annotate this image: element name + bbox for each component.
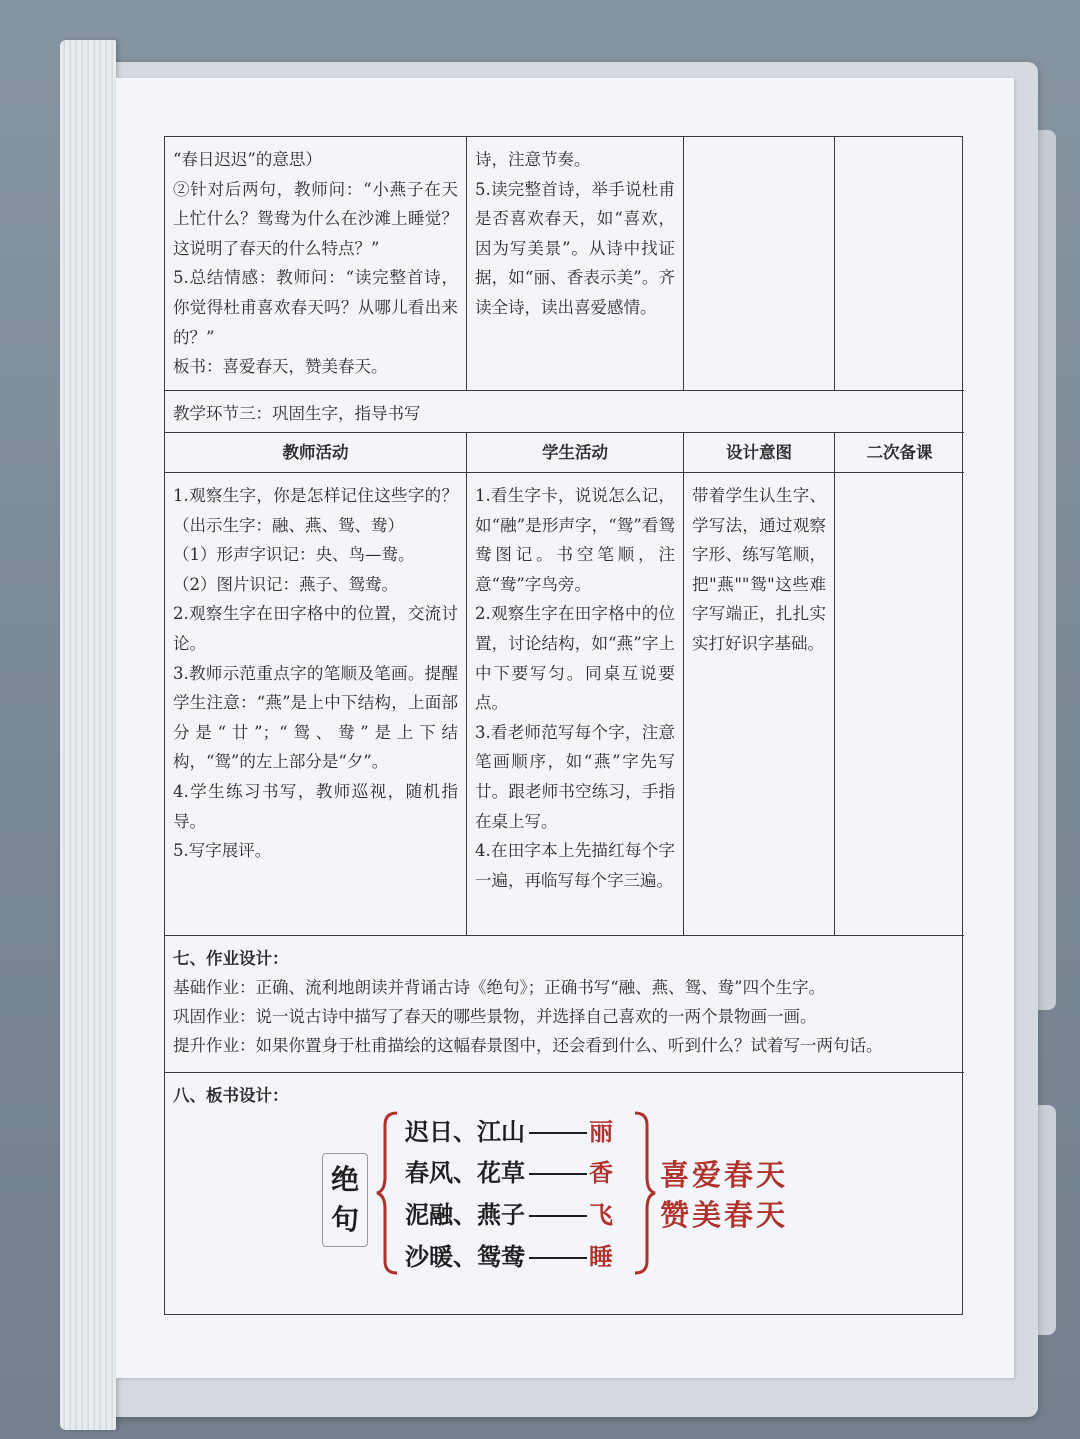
- section3-teacher-item-5: 3.教师示范重点字的笔顺及笔画。提醒学生注意：“燕”是上中下结构，上面部分是“廿”；“鸳、鸯”是上下结构，“鸳”的左上部分是“夕”。: [173, 663, 458, 772]
- dash-1: [529, 1132, 587, 1134]
- board-title: 八、板书设计：: [173, 1086, 289, 1105]
- top-teacher-list: [173, 145, 458, 382]
- header-student: 学生活动: [467, 433, 684, 473]
- board-line-4-key: 睡: [589, 1243, 613, 1272]
- board-line-2-key: 香: [589, 1159, 613, 1188]
- section3-design-item-1: 带着学生认生字、学写法，通过观察字形、练写笔顺，把"燕""鸳"这些难字写端正，扎扎实实打好识字基础。: [692, 486, 826, 653]
- top-student-list: [475, 145, 675, 323]
- top-teacher-item-4: 板书：喜爱春天，赞美春天。: [173, 357, 388, 377]
- section3-title-cell: [165, 391, 964, 433]
- poem-title-char-1: 绝: [330, 1163, 359, 1196]
- top-student-cell: [467, 137, 684, 391]
- top-teacher-item-1: “春日迟迟”的意思）: [173, 150, 322, 169]
- header-design: 设计意图: [684, 433, 835, 473]
- board-summary-2: 赞美春天: [660, 1198, 789, 1232]
- section3-teacher-list: [173, 481, 458, 866]
- homework-title: 七、作业设计：: [173, 949, 289, 968]
- dash-2: [529, 1173, 587, 1175]
- section3-design-list: [692, 481, 826, 659]
- section3-teacher-item-3: （2）图片识记：燕子、鸳鸯。: [173, 574, 398, 594]
- lesson-table: [164, 136, 963, 1315]
- section3-teacher-item-4: 2.观察生字在田字格中的位置，交流讨论。: [173, 604, 458, 653]
- homework-basic: 基础作业：正确、流利地朗读并背诵古诗《绝句》；正确书写“融、燕、鸳、鸯”四个生字。: [173, 978, 826, 997]
- board-line-4-words: 沙暖、鸳鸯: [405, 1243, 525, 1272]
- homework-consolidate: 巩固作业：说一说古诗中描写了春天的哪些景物，并选择自己喜欢的一两个景物画一画。: [173, 1007, 817, 1026]
- section3-student-item-4: 4.在田字本上先描红每个字一遍，再临写每个字三遍。: [475, 841, 675, 890]
- board-line-4: [405, 1238, 613, 1278]
- header-teacher: 教师活动: [165, 433, 467, 473]
- section3-student-item-3: 3.看老师范写每个字，注意笔画顺序，如“燕”字先写廿。跟老师书空练习，手指在桌上写。: [475, 722, 675, 831]
- board-line-3-words: 泥融、燕子: [405, 1201, 525, 1230]
- top-teacher-item-3: 5.总结情感：教师问：“读完整首诗，你觉得杜甫喜欢春天吗？从哪儿看出来的？”: [173, 268, 458, 347]
- section3-teacher-item-1: 1.观察生字，你是怎样记住这些字的？（出示生字：融、燕、鸳、鸯）: [173, 486, 458, 535]
- homework-advanced: 提升作业：如果你置身于杜甫描绘的这幅春景图中，还会看到什么、听到什么？试着写一两句话。: [173, 1036, 883, 1055]
- section3-second-cell: [835, 473, 964, 936]
- board-design-cell: [165, 1073, 964, 1314]
- poem-title-char-2: 句: [330, 1203, 359, 1236]
- dash-4: [529, 1257, 587, 1259]
- section3-teacher-item-6: 4.学生练习书写，教师巡视，随机指导。: [173, 781, 458, 831]
- section3-teacher-item-7: 5.写字展评。: [173, 841, 272, 861]
- top-teacher-cell: [165, 137, 467, 391]
- top-student-item-2: 5.读完整首诗，举手说杜甫是否喜欢春天，如“喜欢，因为写美景”。从诗中找证据，如“丽、香表示美”。齐读全诗，读出喜爱感情。: [475, 179, 675, 317]
- section3-student-item-1: 1.看生字卡，说说怎么记，如“融”是形声字，“鸳”看鸳鸯图记。书空笔顺，注意“鸯”字鸟旁。: [475, 486, 675, 594]
- board-line-3-key: 飞: [589, 1201, 613, 1230]
- section3-teacher-item-2: （1）形声字识记：央、鸟—鸯。: [173, 545, 415, 565]
- top-design-cell: [684, 137, 835, 391]
- top-second-cell: [835, 137, 964, 391]
- board-line-2-words: 春风、花草: [405, 1159, 525, 1188]
- board-line-2: [405, 1154, 613, 1194]
- board-line-1-key: 丽: [589, 1118, 613, 1147]
- top-teacher-item-2: ②针对后两句，教师问：“小燕子在天上忙什么？鸳鸯为什么在沙滩上睡觉？这说明了春天的什么特点？”: [173, 179, 458, 258]
- dash-3: [529, 1215, 587, 1217]
- section3-student-cell: [467, 473, 684, 936]
- binder-spine: [60, 40, 116, 1430]
- section3-title: 教学环节三：巩固生字，指导书写: [173, 404, 421, 423]
- section3-design-cell: [684, 473, 835, 936]
- section3-teacher-cell: [165, 473, 467, 936]
- top-student-item-1: 诗，注意节奏。: [475, 150, 591, 169]
- board-line-3: [405, 1196, 613, 1236]
- board-line-1: [405, 1113, 613, 1153]
- left-brace-icon: [375, 1111, 401, 1275]
- board-line-1-words: 迟日、江山: [405, 1118, 525, 1147]
- poem-title-box: [322, 1153, 368, 1247]
- document-page: [116, 78, 1014, 1378]
- board-summary-1: 喜爱春天: [660, 1158, 789, 1192]
- section3-student-list: [475, 481, 675, 895]
- right-brace-icon: [631, 1111, 657, 1275]
- board-diagram: [165, 1073, 964, 1273]
- homework-cell: [165, 936, 964, 1073]
- section3-student-item-2: 2.观察生字在田字格中的位置，讨论结构，如“燕”字上中下要写匀。同桌互说要点。: [475, 604, 675, 713]
- header-second: 二次备课: [835, 433, 964, 473]
